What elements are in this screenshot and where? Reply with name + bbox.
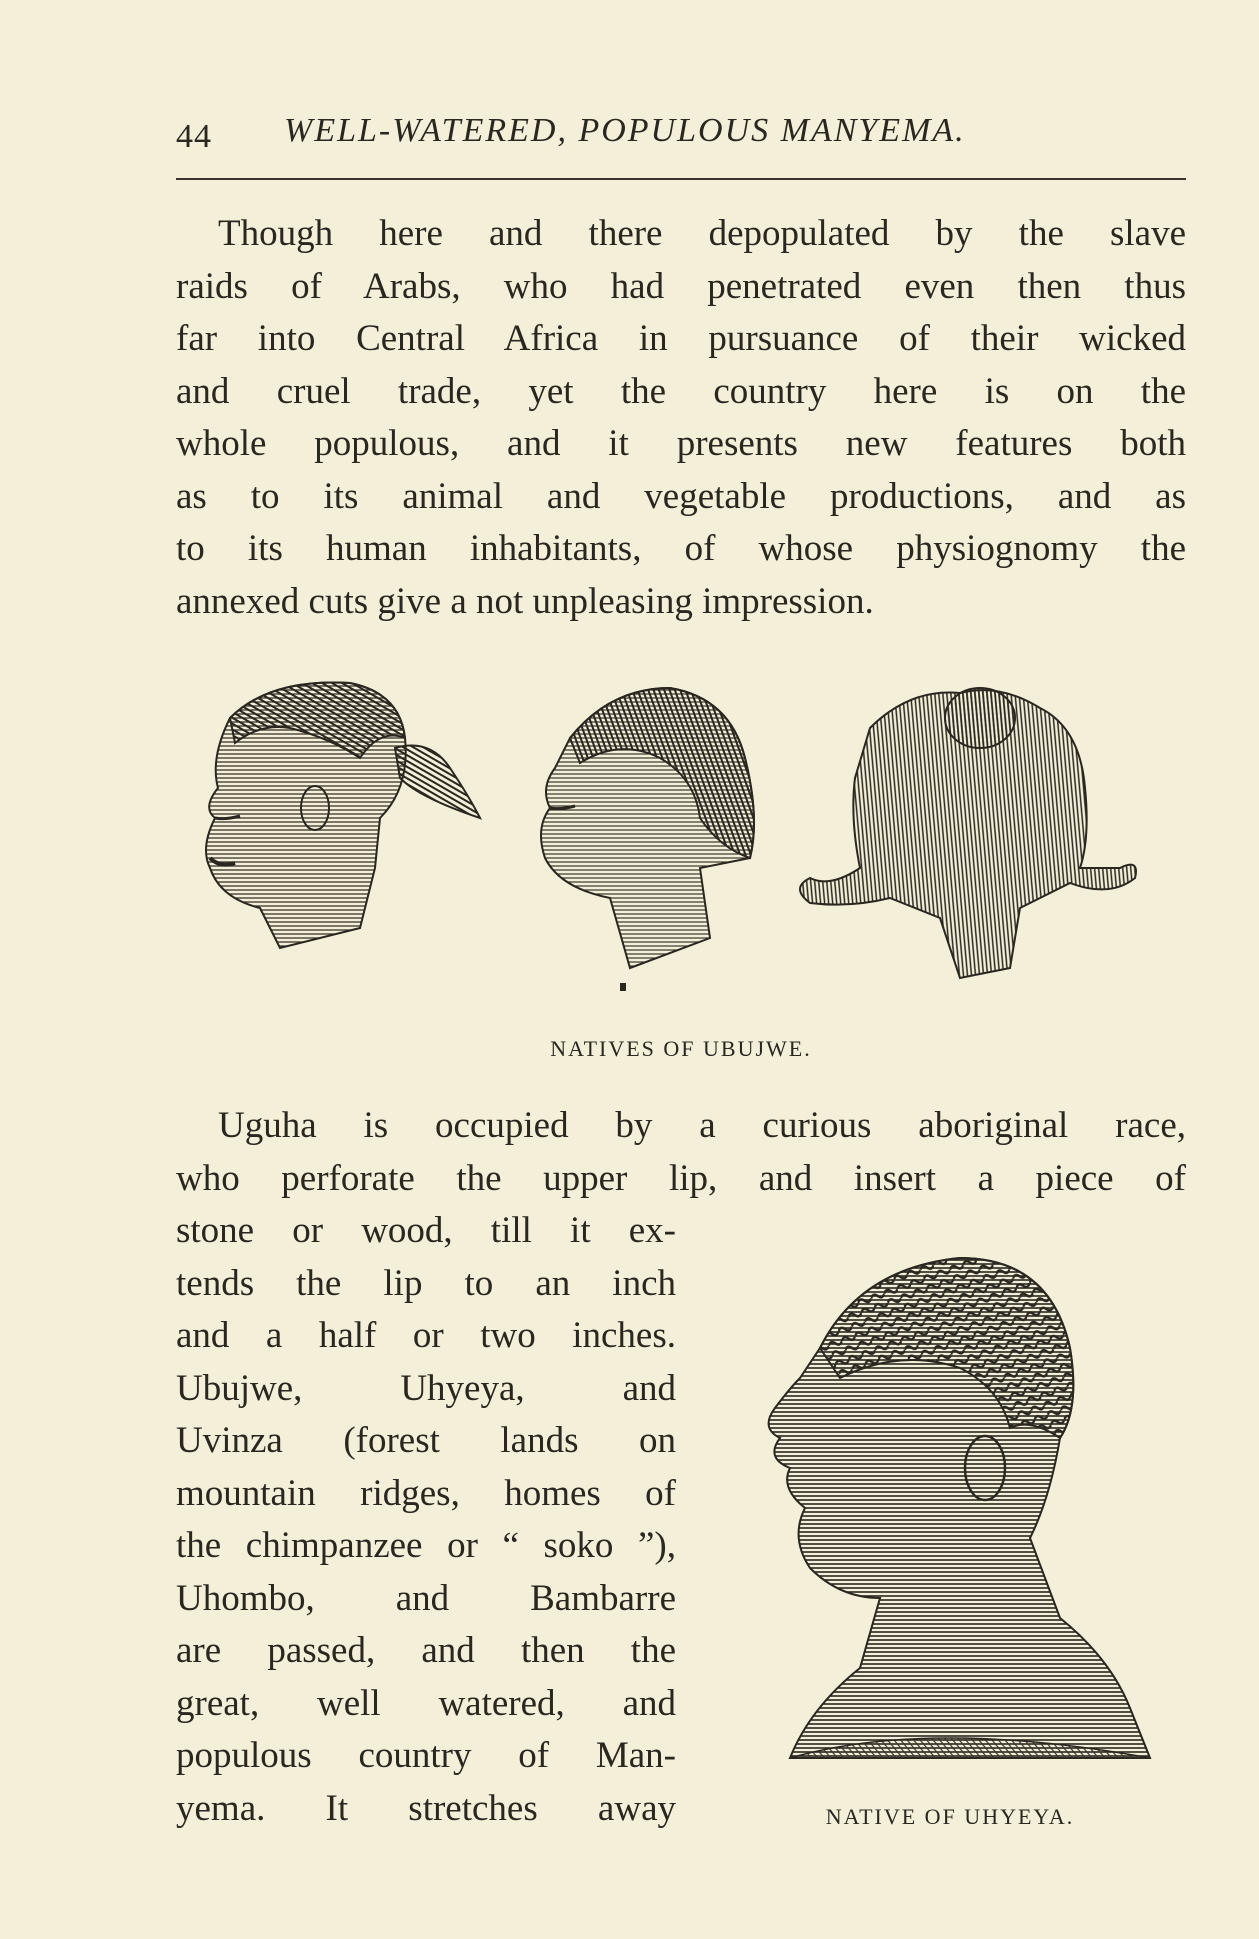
header-rule — [176, 178, 1186, 180]
text-line: stone or wood, till it ex- — [176, 1210, 676, 1251]
text-line: great, well watered, and — [176, 1682, 676, 1724]
text-line: raids of Arabs, who had penetrated even then thus — [176, 265, 1186, 307]
figure-caption-natives-of-ubujwe: NATIVES OF UBUJWE. — [550, 1036, 812, 1061]
text-line: annexed cuts give a not unpleasing impression. — [176, 580, 874, 622]
paragraph-2-wide — [176, 1100, 1186, 1205]
text-line: are passed, and then the — [176, 1630, 676, 1671]
engraving-head-profile-ponytail — [190, 668, 490, 1008]
text-line: Uvinza (forest lands on — [176, 1420, 676, 1461]
text-line: Ubujwe, Uhyeya, and — [176, 1367, 676, 1409]
text-line: who perforate the upper lip, and insert a piece of — [176, 1157, 1186, 1199]
figure-caption-native-of-uhyeya: NATIVE OF UHYEYA. — [825, 1804, 1075, 1829]
engraving-native-of-uhyeya — [730, 1238, 1170, 1778]
text-line: Uguha is occupied by a curious aboriginal race, — [218, 1105, 1186, 1146]
engraving-natives-of-ubujwe — [190, 668, 1180, 1018]
text-line: Uhombo, and Bambarre — [176, 1577, 676, 1619]
page-number: 44 — [176, 118, 212, 155]
running-title: WELL-WATERED, POPULOUS MANYEMA. — [284, 112, 966, 149]
engraving-head-profile-bob — [520, 668, 780, 1008]
running-head — [176, 112, 1186, 162]
text-line: and a half or two inches. — [176, 1315, 676, 1356]
text-line: tends the lip to an inch — [176, 1262, 676, 1304]
text-line: as to its animal and vegetable productions, and as — [176, 475, 1186, 517]
paragraph-2-narrow — [176, 1205, 676, 1835]
engraving-head-back-buns — [790, 668, 1170, 1008]
text-line: the chimpanzee or “ soko ”), — [176, 1525, 676, 1566]
text-line: far into Central Africa in pursuance of their wicked — [176, 318, 1186, 359]
text-line: mountain ridges, homes of — [176, 1472, 676, 1514]
text-line: Though here and there depopulated by the slave — [218, 213, 1186, 254]
text-line: yema. It stretches away — [176, 1787, 676, 1829]
text-line: whole populous, and it presents new features both — [176, 423, 1186, 464]
text-line: and cruel trade, yet the country here is on the — [176, 370, 1186, 412]
paragraph-1 — [176, 208, 1186, 628]
text-line: to its human inhabitants, of whose physiognomy the — [176, 528, 1186, 569]
text-line: populous country of Man- — [176, 1735, 676, 1776]
